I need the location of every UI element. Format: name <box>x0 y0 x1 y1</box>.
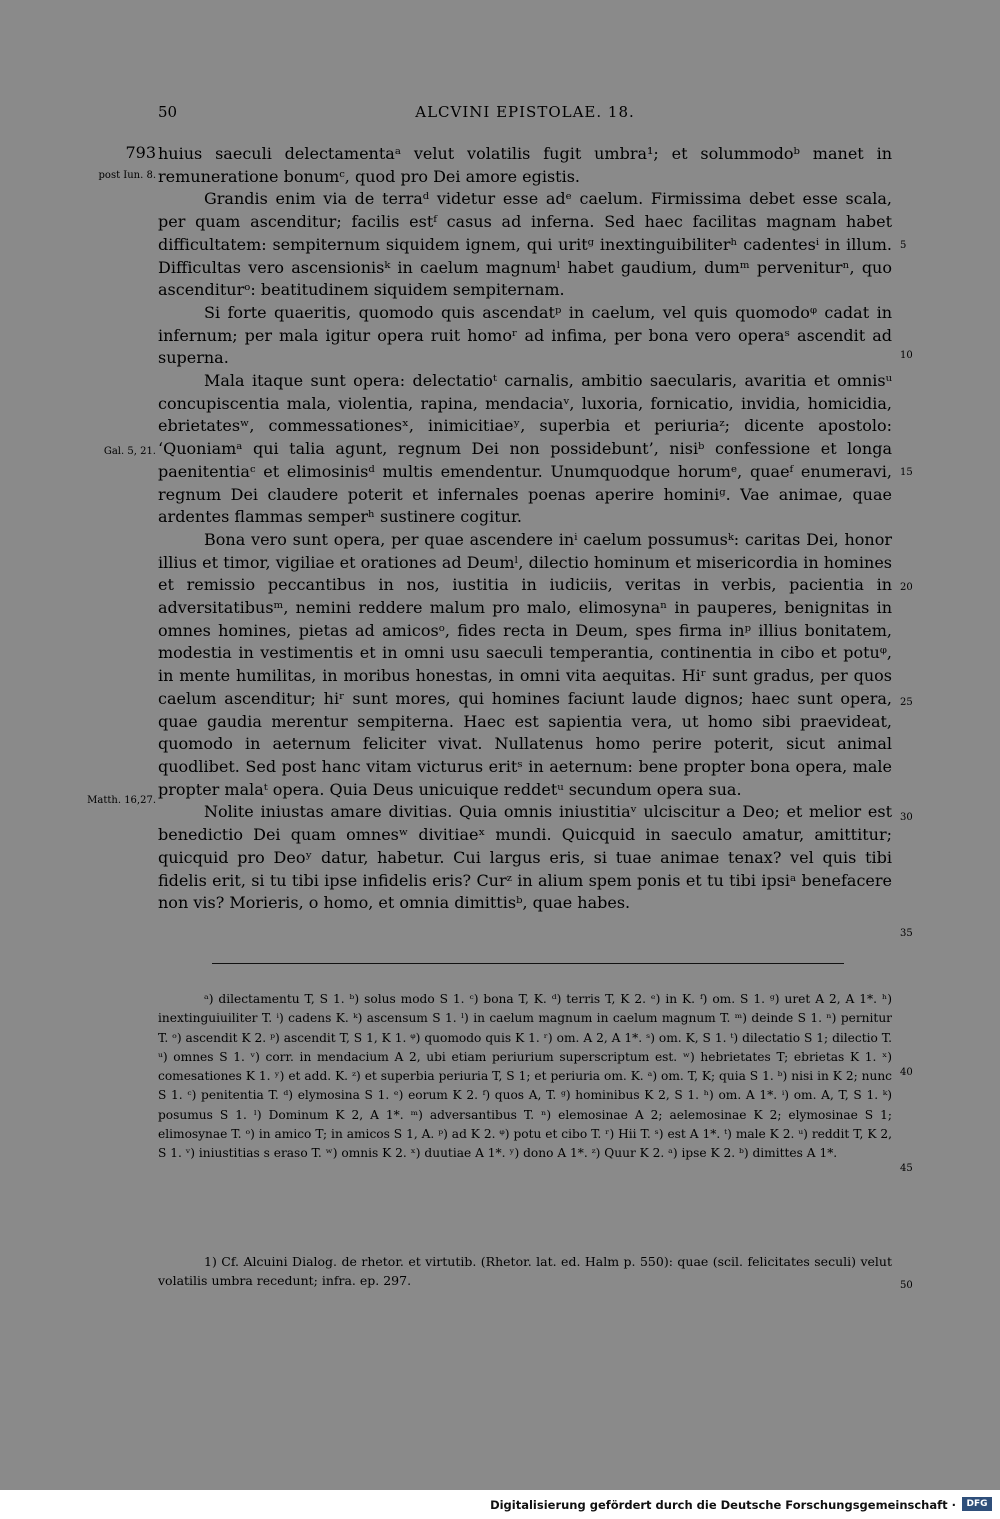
line-number: 25 <box>900 697 913 708</box>
paragraph: Mala itaque sunt opera: delectatioᵗ carnalis, ambitio saecularis, avaritia et omnisᵘ concupiscentia mala, violentia, rapina, mendaciaᵛ, luxoria, fornicatio, invidia, homicidia, ebrietatesʷ, commessationesˣ, inimicitiaeʸ, superbia et periuriaᶻ; dicente apostolo: ‘Quoniamᵃ qui talia agunt, regnum Dei non possidebunt’, nisiᵇ confessione et longa paenitentiaᶜ et elimosinisᵈ multis emendentur. Unumquodque horumᵉ, quaeᶠ enumeravi, regnum Dei claudere poterit et infernales poenas aperire hominiᵍ. Vae animae, quae ardentes flammas semperʰ sustinere cogitur. <box>158 371 892 527</box>
footnote-divider <box>212 963 844 964</box>
line-number: 40 <box>900 1067 913 1078</box>
main-text <box>158 143 892 915</box>
running-head: ALCVINI EPISTOLAE. 18. <box>415 103 635 121</box>
dfg-logo: DFG <box>962 1497 992 1511</box>
paragraph: Si forte quaeritis, quomodo quis ascendatᵖ in caelum, vel quis quomodoᵠ cadat in infernum; per mala igitur opera ruit homoʳ ad infima, per bona vero operaˢ ascendit ad superna. <box>158 302 892 368</box>
line-number: 20 <box>900 582 913 593</box>
footer-bar <box>0 1490 1000 1519</box>
footnote-block: ᵃ) dilectamentu T, S 1. ᵇ) solus modo S 1. ᶜ) bona T, K. ᵈ) terris T, K 2. ᵉ) in K. ᶠ) om. S 1. ᵍ) uret A 2, A 1*. ʰ) inextinguiuiliter T. ⁱ) cadens K. ᵏ) ascensum S 1. ˡ) in caelum magnum in caelum magnum T. ᵐ) deinde S 1. ⁿ) pernitur T. ᵒ) ascendit K 2. ᵖ) ascendit T, S 1, K 1. ᵠ) quomodo quis K 1. ʳ) om. A 2, A 1*. ˢ) om. K, S 1. ᵗ) dilectatio S 1; dilectio T. ᵘ) omnes S 1. ᵛ) corr. in mendacium A 2, ubi etiam periurium superscriptum est. ʷ) hebrietates T; ebrietas K 1. ˣ) comesationes K 1. ʸ) et add. K. ᶻ) et superbia periuria T, S 1; et periuria om. K. ᵃ) om. T, K; quia S 1. ᵇ) nisi in K 2; nunc S 1. ᶜ) penitentia T. ᵈ) elymosina S 1. ᵉ) eorum K 2. ᶠ) quos A, T. ᵍ) hominibus K 2, S 1. ʰ) om. A 1*. ⁱ) om. A, T, S 1. ᵏ) posumus S 1. ˡ) Dominum K 2, A 1*. ᵐ) adversantibus T. ⁿ) elemosinae A 2; aelemosinae K 2; elymosinae S 1; elimosynae T. ᵒ) in amico T; in amicos S 1, A. ᵖ) ad K 2. ᵠ) potu et cibo T. ʳ) Hii T. ˢ) est A 1*. ᵗ) male K 2. ᵘ) reddit T, K 2, S 1. ᵛ) iniustitias s eraso T. ʷ) omnis K 2. ˣ) duutiae A 1*. ʸ) dono A 1*. ᶻ) Quur K 2. ᵃ) ipse K 2. ᵇ) dimittes A 1*. <box>158 992 892 1161</box>
margin-date: post Iun. 8. <box>98 170 156 181</box>
line-number: 5 <box>900 240 907 251</box>
paragraph: huius saeculi delectamentaᵃ velut volatilis fugit umbra¹; et solummodoᵇ manet in remuneratione bonumᶜ, quod pro Dei amore egistis. <box>158 144 892 186</box>
line-number: 35 <box>900 928 913 939</box>
margin-year: 793 <box>125 143 156 162</box>
line-number: 10 <box>900 350 913 361</box>
line-number: 50 <box>900 1280 913 1291</box>
margin-ref-gal: Gal. 5, 21. <box>103 446 156 457</box>
page-number: 50 <box>158 103 178 121</box>
line-number: 30 <box>900 812 913 823</box>
source-note-text: 1) Cf. Alcuini Dialog. de rhetor. et virtutib. (Rhetor. lat. ed. Halm p. 550): quae (scil. felicitates seculi) velut volatilis umbra recedunt; infra. ep. 297. <box>158 1254 892 1288</box>
line-number: 15 <box>900 467 913 478</box>
line-number: 45 <box>900 1163 913 1174</box>
paragraph: Nolite iniustas amare divitias. Quia omnis iniustitiaᵛ ulciscitur a Deo; et melior est benedictio Dei quam omnesʷ divitiaeˣ mundi. Quicquid in saeculo amatur, amittitur; quicquid pro Deoʸ datur, habetur. Cui largus eris, si tuae animae tenax? vel quis tibi fidelis erit, si tu tibi ipse infidelis eris? Curᶻ in alium spem ponis et tu tibi ipsiᵃ benefacere non vis? Morieris, o homo, et omnia dimittisᵇ, quae habes. <box>158 802 892 913</box>
critical-apparatus <box>158 990 892 1164</box>
paragraph: Grandis enim via de terraᵈ videtur esse adᵉ caelum. Firmissima debet esse scala, per quam ascenditur; facilis estᶠ casus ad inferna. Sed haec facilitas magnam habet difficultatem: sempiternum siquidem ignem, qui uritᵍ inextinguibiliterʰ cadentesⁱ in illum. Difficultas vero ascensionisᵏ in caelum magnumˡ habet gaudium, dumᵐ perveniturⁿ, quo ascenditurᵒ: beatitudinem siquidem sempiternam. <box>158 189 892 300</box>
source-note <box>158 1252 892 1290</box>
margin-ref-matth: Matth. 16,27. <box>87 795 156 806</box>
footer-text: Digitalisierung gefördert durch die Deutsche Forschungsgemeinschaft · <box>490 1498 956 1512</box>
page-header <box>158 103 892 123</box>
paragraph: Bona vero sunt opera, per quae ascendere inⁱ caelum possumusᵏ: caritas Dei, honor illius et timor, vigiliae et orationes ad Deumˡ, dilectio hominum et misericordia in homines et remissio peccantibus in nos, iustitia in iudiciis, veritas in verbis, pacientia in adversitatibusᵐ, nemini reddere malum pro malo, elimosynaⁿ in pauperes, benignitas in omnes homines, pietas ad amicosᵒ, fides recta in Deum, spes firma inᵖ illius bonitatem, modestia in vestimentis et in omni usu saeculi temperantia, continentia in cibo et potuᵠ, in mente humilitas, in moribus honestas, in omni vita aequitas. Hiʳ sunt gradus, per quos caelum ascenditur; hiʳ sunt mores, qui homines faciunt laude dignos; haec sunt opera, quae gaudia merentur sempiterna. Haec est sapientia vera, ut homo sibi praevideat, quomodo in aeternum feliciter vivat. Nullatenus homo perire poterit, sicut animal quodlibet. Sed post hanc vitam victurus eritˢ in aeternum: bene propter bona opera, male propter malaᵗ opera. Quia Deus unicuique reddetᵘ secundum opera sua. <box>158 529 892 799</box>
